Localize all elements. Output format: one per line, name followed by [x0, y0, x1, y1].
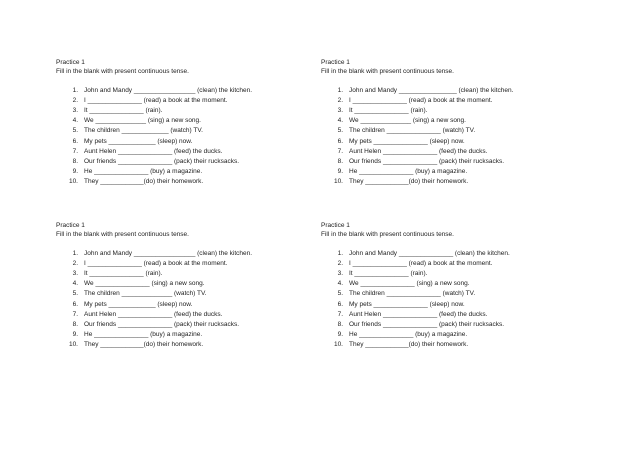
item-number: 10.: [68, 178, 78, 186]
item-text: He _______________ (buy) a magazine.: [84, 168, 203, 176]
item-number: 6.: [337, 137, 343, 145]
item-text: It _______________ (rain).: [349, 106, 428, 114]
item-number: 5.: [337, 127, 343, 135]
item-number: 2.: [337, 259, 343, 267]
item-number: 5.: [337, 290, 343, 298]
item-text: The children _____________ (watch) TV.: [84, 127, 203, 135]
exercise-item: [321, 279, 591, 289]
item-text: It _______________ (rain).: [349, 269, 428, 277]
exercise-item: [56, 340, 326, 350]
exercise-list: [321, 248, 591, 350]
exercise-item: [56, 258, 326, 268]
item-text: We ______________ (sing) a new song.: [84, 117, 201, 125]
item-text: John and Mandy _________________ (clean) the kitchen.: [84, 249, 253, 257]
exercise-item: [56, 330, 326, 340]
item-number: 7.: [337, 310, 343, 318]
exercise-item: [56, 85, 326, 95]
exercise-item: [56, 116, 326, 126]
item-number: 7.: [72, 147, 78, 155]
item-text: Our friends _______________ (pack) their rucksacks.: [349, 157, 505, 165]
item-number: 1.: [72, 249, 78, 257]
exercise-item: [56, 167, 326, 177]
item-number: 6.: [72, 137, 78, 145]
item-text: They ____________(do) their homework.: [349, 341, 469, 349]
item-number: 2.: [72, 259, 78, 267]
worksheet-top-right: [321, 58, 591, 187]
item-text: Our friends _______________ (pack) their rucksacks.: [84, 320, 240, 328]
item-text: I _______________ (read) a book at the moment.: [84, 259, 228, 267]
exercise-item: [321, 136, 591, 146]
exercise-item: [321, 289, 591, 299]
item-text: He _______________ (buy) a magazine.: [349, 331, 468, 339]
item-text: My pets _______________ (sleep) now.: [349, 300, 465, 308]
exercise-item: [321, 258, 591, 268]
item-text: They ____________(do) their homework.: [84, 178, 204, 186]
worksheet-instruction: Fill in the blank with present continuous tense.: [321, 68, 454, 75]
exercise-item: [321, 268, 591, 278]
item-text: We _______________ (sing) a new song.: [84, 280, 205, 288]
exercise-item: [56, 289, 326, 299]
item-text: John and Mandy ________________ (clean) the kitchen.: [349, 86, 514, 94]
item-text: We ______________ (sing) a new song.: [349, 117, 466, 125]
exercise-list: [56, 85, 326, 187]
item-number: 4.: [337, 280, 343, 288]
item-text: John and Mandy _______________ (clean) the kitchen.: [349, 249, 510, 257]
item-number: 4.: [337, 117, 343, 125]
item-number: 4.: [72, 280, 78, 288]
exercise-item: [56, 177, 326, 187]
item-text: The children _______________ (watch) TV.: [349, 127, 476, 135]
item-text: Aunt Helen _______________ (feed) the ducks.: [349, 147, 488, 155]
exercise-item: [321, 167, 591, 177]
worksheet-title: Practice 1: [321, 59, 350, 66]
worksheet-top-left: [56, 58, 326, 187]
exercise-item: [56, 105, 326, 115]
exercise-item: [321, 177, 591, 187]
item-text: They ____________(do) their homework.: [349, 178, 469, 186]
exercise-item: [321, 116, 591, 126]
exercise-item: [321, 248, 591, 258]
exercise-item: [321, 309, 591, 319]
item-number: 2.: [337, 96, 343, 104]
item-number: 8.: [337, 157, 343, 165]
exercise-item: [321, 330, 591, 340]
item-number: 3.: [337, 269, 343, 277]
worksheet-bottom-right: [321, 221, 591, 350]
item-text: It _______________ (rain).: [84, 269, 163, 277]
item-text: Our friends _______________ (pack) their rucksacks.: [84, 157, 240, 165]
worksheet-instruction: Fill in the blank with present continuous tense.: [56, 231, 189, 238]
item-number: 1.: [337, 86, 343, 94]
item-text: The children ______________ (watch) TV.: [84, 290, 207, 298]
exercise-item: [56, 95, 326, 105]
item-text: My pets _____________ (sleep) now.: [84, 300, 193, 308]
item-number: 2.: [72, 96, 78, 104]
exercise-item: [56, 136, 326, 146]
exercise-item: [56, 156, 326, 166]
exercise-item: [321, 85, 591, 95]
item-text: Aunt Helen _______________ (feed) the ducks.: [349, 310, 488, 318]
item-text: Aunt Helen _______________ (feed) the ducks.: [84, 310, 223, 318]
worksheet-instruction: Fill in the blank with present continuous tense.: [321, 231, 454, 238]
exercise-item: [56, 268, 326, 278]
exercise-item: [56, 248, 326, 258]
exercise-item: [321, 156, 591, 166]
item-text: John and Mandy _________________ (clean) the kitchen.: [84, 86, 253, 94]
worksheet-bottom-left: [56, 221, 326, 350]
item-text: My pets _______________ (sleep) now.: [349, 137, 465, 145]
exercise-item: [56, 309, 326, 319]
exercise-item: [56, 126, 326, 136]
item-number: 8.: [337, 320, 343, 328]
exercise-item: [56, 146, 326, 156]
item-number: 3.: [72, 269, 78, 277]
worksheet-title: Practice 1: [321, 222, 350, 229]
item-text: The children _______________ (watch) TV.: [349, 290, 476, 298]
exercise-item: [56, 299, 326, 309]
item-number: 10.: [333, 178, 343, 186]
item-number: 9.: [337, 168, 343, 176]
item-number: 7.: [72, 310, 78, 318]
exercise-item: [321, 105, 591, 115]
item-text: Aunt Helen _______________ (feed) the ducks.: [84, 147, 223, 155]
item-number: 9.: [337, 331, 343, 339]
item-number: 6.: [337, 300, 343, 308]
item-number: 5.: [72, 290, 78, 298]
item-number: 5.: [72, 127, 78, 135]
exercise-item: [321, 299, 591, 309]
item-number: 3.: [337, 106, 343, 114]
item-number: 10.: [68, 341, 78, 349]
item-number: 8.: [72, 157, 78, 165]
item-text: I _______________ (read) a book at the moment.: [349, 96, 493, 104]
item-number: 4.: [72, 117, 78, 125]
item-number: 1.: [72, 86, 78, 94]
worksheet-title: Practice 1: [56, 59, 85, 66]
item-number: 10.: [333, 341, 343, 349]
exercise-item: [56, 319, 326, 329]
exercise-item: [321, 319, 591, 329]
exercise-list: [56, 248, 326, 350]
worksheet-title: Practice 1: [56, 222, 85, 229]
item-number: 3.: [72, 106, 78, 114]
item-text: My pets _____________ (sleep) now.: [84, 137, 193, 145]
item-text: I _______________ (read) a book at the moment.: [84, 96, 228, 104]
exercise-item: [321, 126, 591, 136]
worksheet-instruction: Fill in the blank with present continuous tense.: [56, 68, 189, 75]
exercise-item: [321, 95, 591, 105]
exercise-item: [321, 146, 591, 156]
item-text: Our friends _______________ (pack) their rucksacks.: [349, 320, 505, 328]
item-number: 6.: [72, 300, 78, 308]
exercise-item: [321, 340, 591, 350]
item-number: 9.: [72, 331, 78, 339]
item-text: He _______________ (buy) a magazine.: [349, 168, 468, 176]
exercise-item: [56, 279, 326, 289]
exercise-list: [321, 85, 591, 187]
item-text: They ____________(do) their homework.: [84, 341, 204, 349]
item-text: We _______________ (sing) a new song.: [349, 280, 470, 288]
item-number: 7.: [337, 147, 343, 155]
item-number: 8.: [72, 320, 78, 328]
item-text: I _______________ (read) a book at the moment.: [349, 259, 493, 267]
item-text: He _______________ (buy) a magazine.: [84, 331, 203, 339]
item-text: It _______________ (rain).: [84, 106, 163, 114]
item-number: 9.: [72, 168, 78, 176]
item-number: 1.: [337, 249, 343, 257]
